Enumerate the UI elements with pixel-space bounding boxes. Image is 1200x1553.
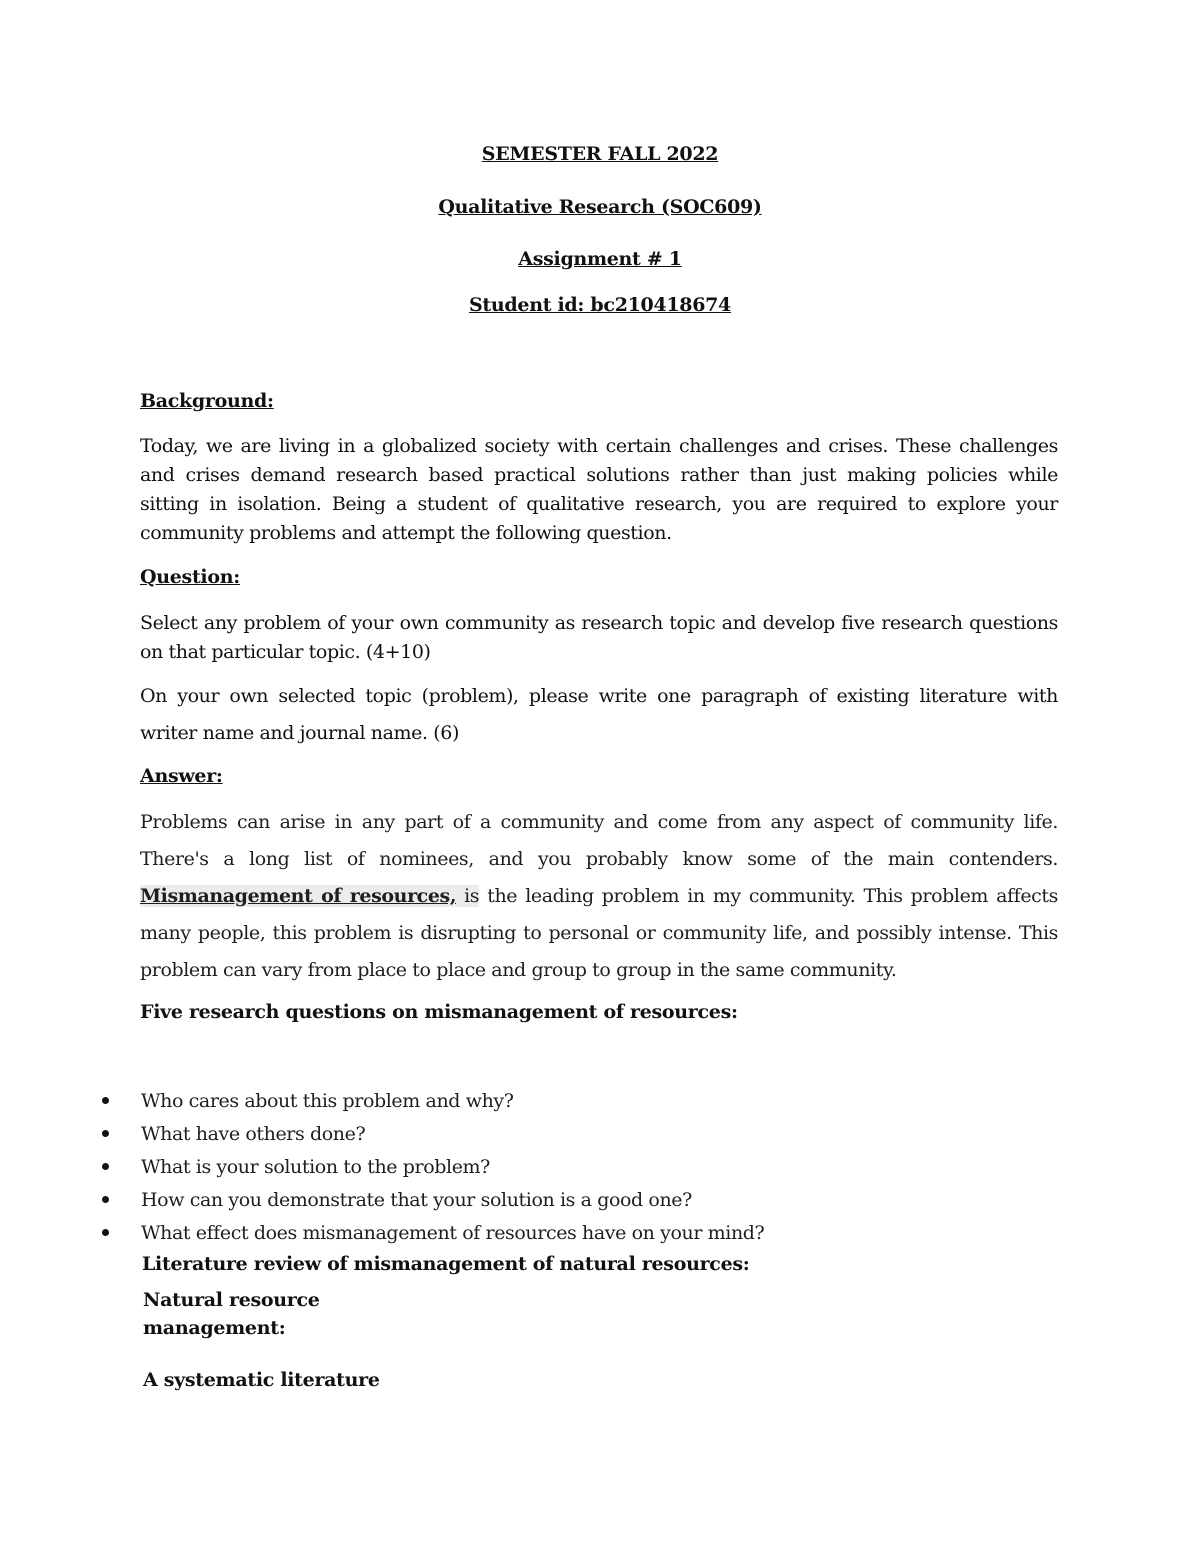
bullet-icon <box>102 1229 109 1236</box>
background-paragraph: Today, we are living in a globalized society with certain challenges and crises. These challenges and crises demand research based practical solutions rather than just making policies while sitting in isolation. Being a student of qualitative research, you are required to explore your community problems and attempt the following question. <box>140 435 1058 544</box>
literature-heading: Literature review of mismanagement of natural resources: <box>142 1253 750 1275</box>
question-paragraph-2: On your own selected topic (problem), please write one paragraph of existing literature with writer name and journal name. (6) <box>140 685 1058 744</box>
answer-rest: the leading problem in my community. This problem affects many people, this problem is disrupting to personal or community life, and possibly intense. This problem can vary from place to place and group to group in the same community. <box>140 885 1058 981</box>
question-heading: Question: <box>140 566 240 588</box>
background-heading: Background: <box>140 390 274 412</box>
question-paragraph-1: Select any problem of your own community as research topic and develop five research questions on that particular topic. (4+10) <box>140 612 1058 663</box>
semester-title: SEMESTER FALL 2022 <box>481 143 719 165</box>
student-id: Student id: bc210418674 <box>469 294 731 316</box>
answer-highlight-rest: is <box>456 885 480 907</box>
assignment-title: Assignment # 1 <box>518 248 682 270</box>
document-page: SEMESTER FALL 2022 Qualitative Research (SOC609) Assignment # 1 Student id: bc210418674 Background: Today, we are living in a globalized society with certain challenges and crises. These challenges and crises demand research based practical solutions rather than just making policies while sitting in isolation. Being a student of qualitative research, you are required to explore your community problems and attempt the following question. Question: Select any problem of your own community as research topic and develop five research questions on that particular topic. (4+10) On your own selected topic (problem), please write one paragraph of existing literature with writer name and journal name. (6) Answer: Problems can arise in any part of a community and come from any aspect of community life. There's a long list of nominees, and you probably know some of the main contenders. Mismanagement of resources, is the leading problem in my community. This problem affects many people, this problem is disrupting to personal or community life, and possibly intense. This problem can vary from place to place and group to group in the same community. Five research questions on mismanagement of resources: Who cares about this problem and why? What have others done? What is your solution to the problem? How can you demonstrate that your solution is a good one? What effect does mismanagement of resources have on your mind? Literature review of mismanagement of natural resources: Natural resource management: A systematic literature <box>0 0 1200 1553</box>
bullet-icon <box>102 1130 109 1137</box>
research-questions-heading: Five research questions on mismanagement of resources: <box>140 1001 738 1023</box>
bullet-icon <box>102 1196 109 1203</box>
nrm-title: Natural resource management: <box>143 1289 320 1339</box>
answer-intro: Problems can arise in any part of a community and come from any aspect of community life. There's a long list of nominees, and you probably know some of the main contenders. <box>140 811 1058 870</box>
answer-heading: Answer: <box>140 765 223 787</box>
answer-highlight: Mismanagement of resources, <box>140 885 457 907</box>
bullet-icon <box>102 1163 109 1170</box>
systematic-literature-title: A systematic literature <box>143 1369 380 1391</box>
bullet-icon <box>102 1097 109 1104</box>
course-title: Qualitative Research (SOC609) <box>438 196 762 218</box>
answer-paragraph <box>140 804 1058 989</box>
